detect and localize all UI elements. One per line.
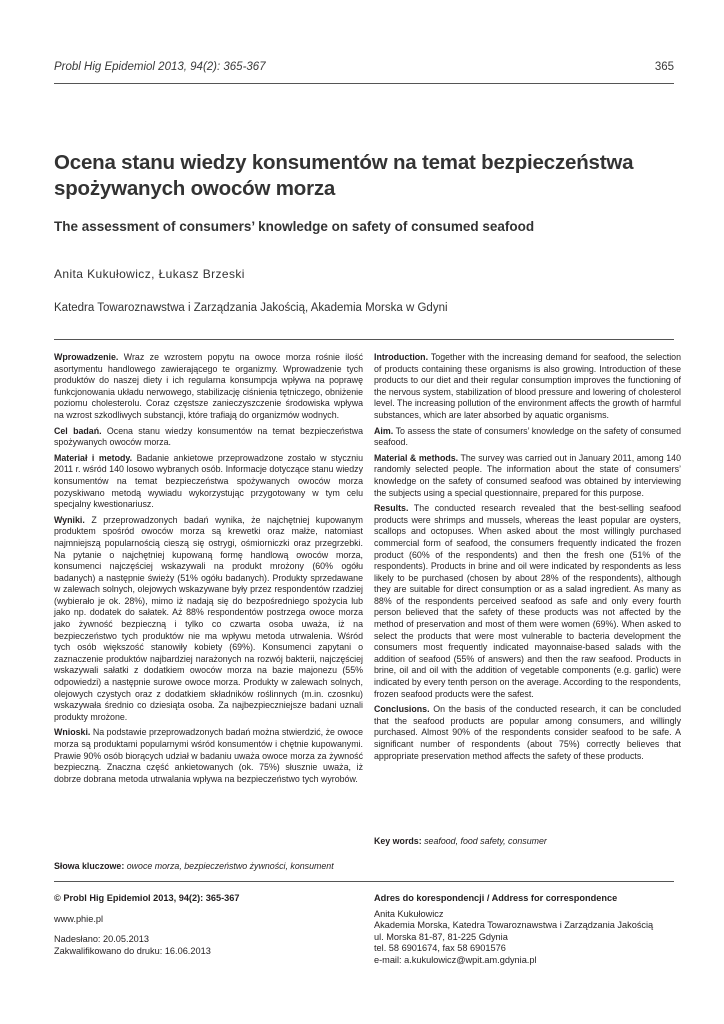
copyright: © Probl Hig Epidemiol 2013, 94(2): 365-367	[54, 893, 240, 903]
affiliation: Katedra Towaroznawstwa i Zarządzania Jakością, Akademia Morska w Gdyni	[54, 302, 448, 314]
abstract-section	[54, 515, 363, 724]
abstract-section	[374, 426, 681, 449]
section-heading: Materiał i metody.	[54, 452, 133, 463]
section-heading: Results.	[374, 503, 409, 514]
keywords-label: Key words:	[374, 836, 422, 846]
section-text: Wraz ze wzrostem popytu na owoce morza rośnie ilość asortymentu handlowego zawierającego te organizmy. Wprowadzenie tych produktów do naszej diety i ich regularna konsumpcja wpływa na poprawę funkcjonowania układu nerwowego, stabilizację ciśnienia tętniczego, obniżenie poziomu cholesterolu. Coraz częstsze zanieczyszczenie środowiska wpływa na wzrost szkodliwych substancji, które trafiają do organizmów wodnych.	[54, 352, 363, 420]
section-text: Badanie ankietowe przeprowadzone zostało w styczniu 2011 r. wśród 140 losowo wybranych osób. Informacje dotyczące stanu wiedzy konsumentów na temat bezpieczeństwa spożywanych owoców morza pozyskiwano metodą wywiadu wykorzystując przygotowany w tym celu specjalny kwestionariusz.	[54, 452, 363, 510]
section-text: Z przeprowadzonych badań wynika, że najchętniej kupowanym produktem spośród owoców morza są krewetki oraz małże, natomiast najmniejszą popularnością cieszą się ostrygi, ośmiorniczki oraz przegrzebki. Na pytanie o najchętniej kupowaną formę handlową owoców morza, konsumenci najczęściej wskazywali na produkt mrożony (60% ogółu badanych) a następnie świeży (51% ogółu badanych). Produkty sprzedawane w zalewach solnych, olejowych wskazywane były przez respondentów rzadziej (wybierało je ok. 28%), mimo iż nadają się do bezpośredniego spożycia lub jako np. dodatek do sałatek. Aż 88% respondentów postrzega owoce morza jako żywność bezpieczną i tylko co czwarta osoba uważa, iż na bezpieczeństwo tych produktów nie ma wpływu metoda utrwalenia. Wśród tych osób większość stanowiły kobiety (69%). Konsumenci zapytani o zaznaczenie produktów najbardziej narażonych na rozwój bakterii, najczęściej wskazywali sałatki z dodatkiem owoców morza na bazie majonezu (55% odpowiedzi) a następnie surowe owoce morza. Produkty w zalewach solnych, olejowych czystych oraz z dodatkiem składników roślinnych (m.in. czosnku) wskazywała średnio co dziesiąta osoba. Za najbezpieczniejsze badani uznali produkty mrożone.	[54, 514, 363, 722]
abstract-english	[374, 352, 681, 766]
correspondence-heading: Adres do korespondencji / Address for correspondence	[374, 893, 618, 903]
correspondence-street: ul. Morska 81-87, 81-225 Gdynia	[374, 931, 508, 942]
received-date: Nadesłano: 20.05.2013	[54, 934, 150, 944]
article-title-polish: Ocena stanu wiedzy konsumentów na temat bezpieczeństwa spożywanych owoców morza	[54, 151, 634, 200]
section-text: To assess the state of consumers’ knowledge on the safety of consumed seafood.	[374, 425, 681, 448]
authors: Anita Kukułowicz, Łukasz Brzeski	[54, 267, 245, 281]
section-heading: Wyniki.	[54, 514, 85, 525]
keywords-text: seafood, food safety, consumer	[421, 836, 547, 846]
section-heading: Wnioski.	[54, 727, 91, 738]
article-title-english: The assessment of consumers’ knowledge on safety of consumed seafood	[54, 219, 535, 234]
section-heading: Wprowadzenie.	[54, 352, 119, 362]
keywords-polish	[54, 861, 334, 871]
section-heading: Cel badań.	[54, 425, 102, 436]
abstract-polish	[54, 352, 363, 789]
abstract-divider	[54, 339, 674, 340]
section-text: Ocena stanu wiedzy konsumentów na temat bezpieczeństwa spożywanych owoców morza.	[54, 425, 363, 448]
abstract-section	[54, 727, 363, 785]
journal-url[interactable]: www.phie.pl	[54, 913, 104, 924]
journal-citation: Probl Hig Epidemiol 2013, 94(2): 365-367	[54, 61, 266, 73]
section-text: The conducted research revealed that the best-selling seafood products were shrimps and mussels, whereas the least popular are oysters, scallops and octopuses. When asked about the most willingly purchased commercial form of seafood, the consumers frequently indicated the frozen product (60% of the respondents) and then the fresh one (51% of the respondents). Products in brine and oil were indicated by respondents as less likely to be purchased (chosen by about 28% of the respondents), although they are suitable for direct consumption or as a salad ingredient. As many as 88% of the respondents perceived seafood as safe and only every fourth person believed that the safety of these products was not affected by the method of preservation and most of them were women (69%). When asked to select the products that were most vulnerable to bacteria development the consumers most frequently indicated mayonnaise-based salads with the addition of seafood (55% of answers) and then the raw seafood. Products in brine, oil and oil with the addition of vegetable components (e.g. garlic) were indicated by every tenth person on the average. According to the respondents, frozen seafood products were the safest.	[374, 503, 681, 699]
section-text: Together with the increasing demand for seafood, the selection of products containing these organisms is also growing. Introduction of these products to our diet and their regular consumption improves the functioning of the nervous system, stabilization of blood pressure and lowering of cholesterol level. The increasing pollution of the environment affects the growth of harmful substances, which are later absorbed by aquatic organisms.	[374, 352, 681, 420]
correspondence-name: Anita Kukułowicz	[374, 908, 444, 919]
abstract-section	[54, 453, 363, 511]
abstract-section	[374, 352, 681, 422]
correspondence-email[interactable]: e-mail: a.kukulowicz@wpit.am.gdynia.pl	[374, 954, 537, 965]
section-text: The survey was carried out in January 2011, among 140 randomly selected people. The information about the state of consumers’ knowledge on the safety of consumed seafood was obtained by interviewing the subjects using a special questionnaire, prepared for this purpose.	[374, 452, 681, 498]
abstract-section	[374, 503, 681, 700]
abstract-section	[54, 426, 363, 449]
section-text: On the basis of the conducted research, it can be concluded that the seafood products are popular among consumers, and willingly purchased. Almost 90% of the respondents consider seafood to be safe. A significant number of respondents (about 75%) correctly believes that appropriate preservation method affects the safety of these products.	[374, 704, 681, 761]
correspondence-phone: tel. 58 6901674, fax 58 6901576	[374, 943, 506, 953]
keywords-label: Słowa kluczowe:	[54, 861, 125, 871]
abstract-section	[374, 453, 681, 499]
keywords-english	[374, 836, 547, 846]
publication-info	[54, 893, 354, 957]
correspondence-institution: Akademia Morska, Katedra Towaroznawstwa i Zarządzania Jakością	[374, 920, 654, 930]
header-divider	[54, 83, 674, 84]
section-heading: Aim.	[374, 425, 394, 436]
keywords-text: owoce morza, bezpieczeństwo żywności, konsument	[124, 861, 334, 871]
abstract-section	[54, 352, 363, 422]
section-text: Na podstawie przeprowadzonych badań można stwierdzić, że owoce morza są produktami popularnymi wśród konsumentów i chętnie kupowanymi. Prawie 90% osób biorących udział w badaniu uważa owoce morza za żywność bezpieczną. Znaczna część ankietowanych (ok. 75%) słusznie uważa, iż dobrze dobrana metoda utrwalania wpływa na bezpieczeństwo tych wyrobów.	[54, 727, 363, 784]
accepted-date: Zakwalifikowano do druku: 16.06.2013	[54, 945, 211, 956]
section-heading: Introduction.	[374, 352, 429, 362]
section-heading: Conclusions.	[374, 704, 430, 715]
page-number: 365	[654, 61, 674, 73]
footer-divider	[54, 881, 674, 882]
abstract-section	[374, 704, 681, 762]
correspondence-info	[374, 893, 684, 966]
section-heading: Material & methods.	[374, 452, 459, 463]
